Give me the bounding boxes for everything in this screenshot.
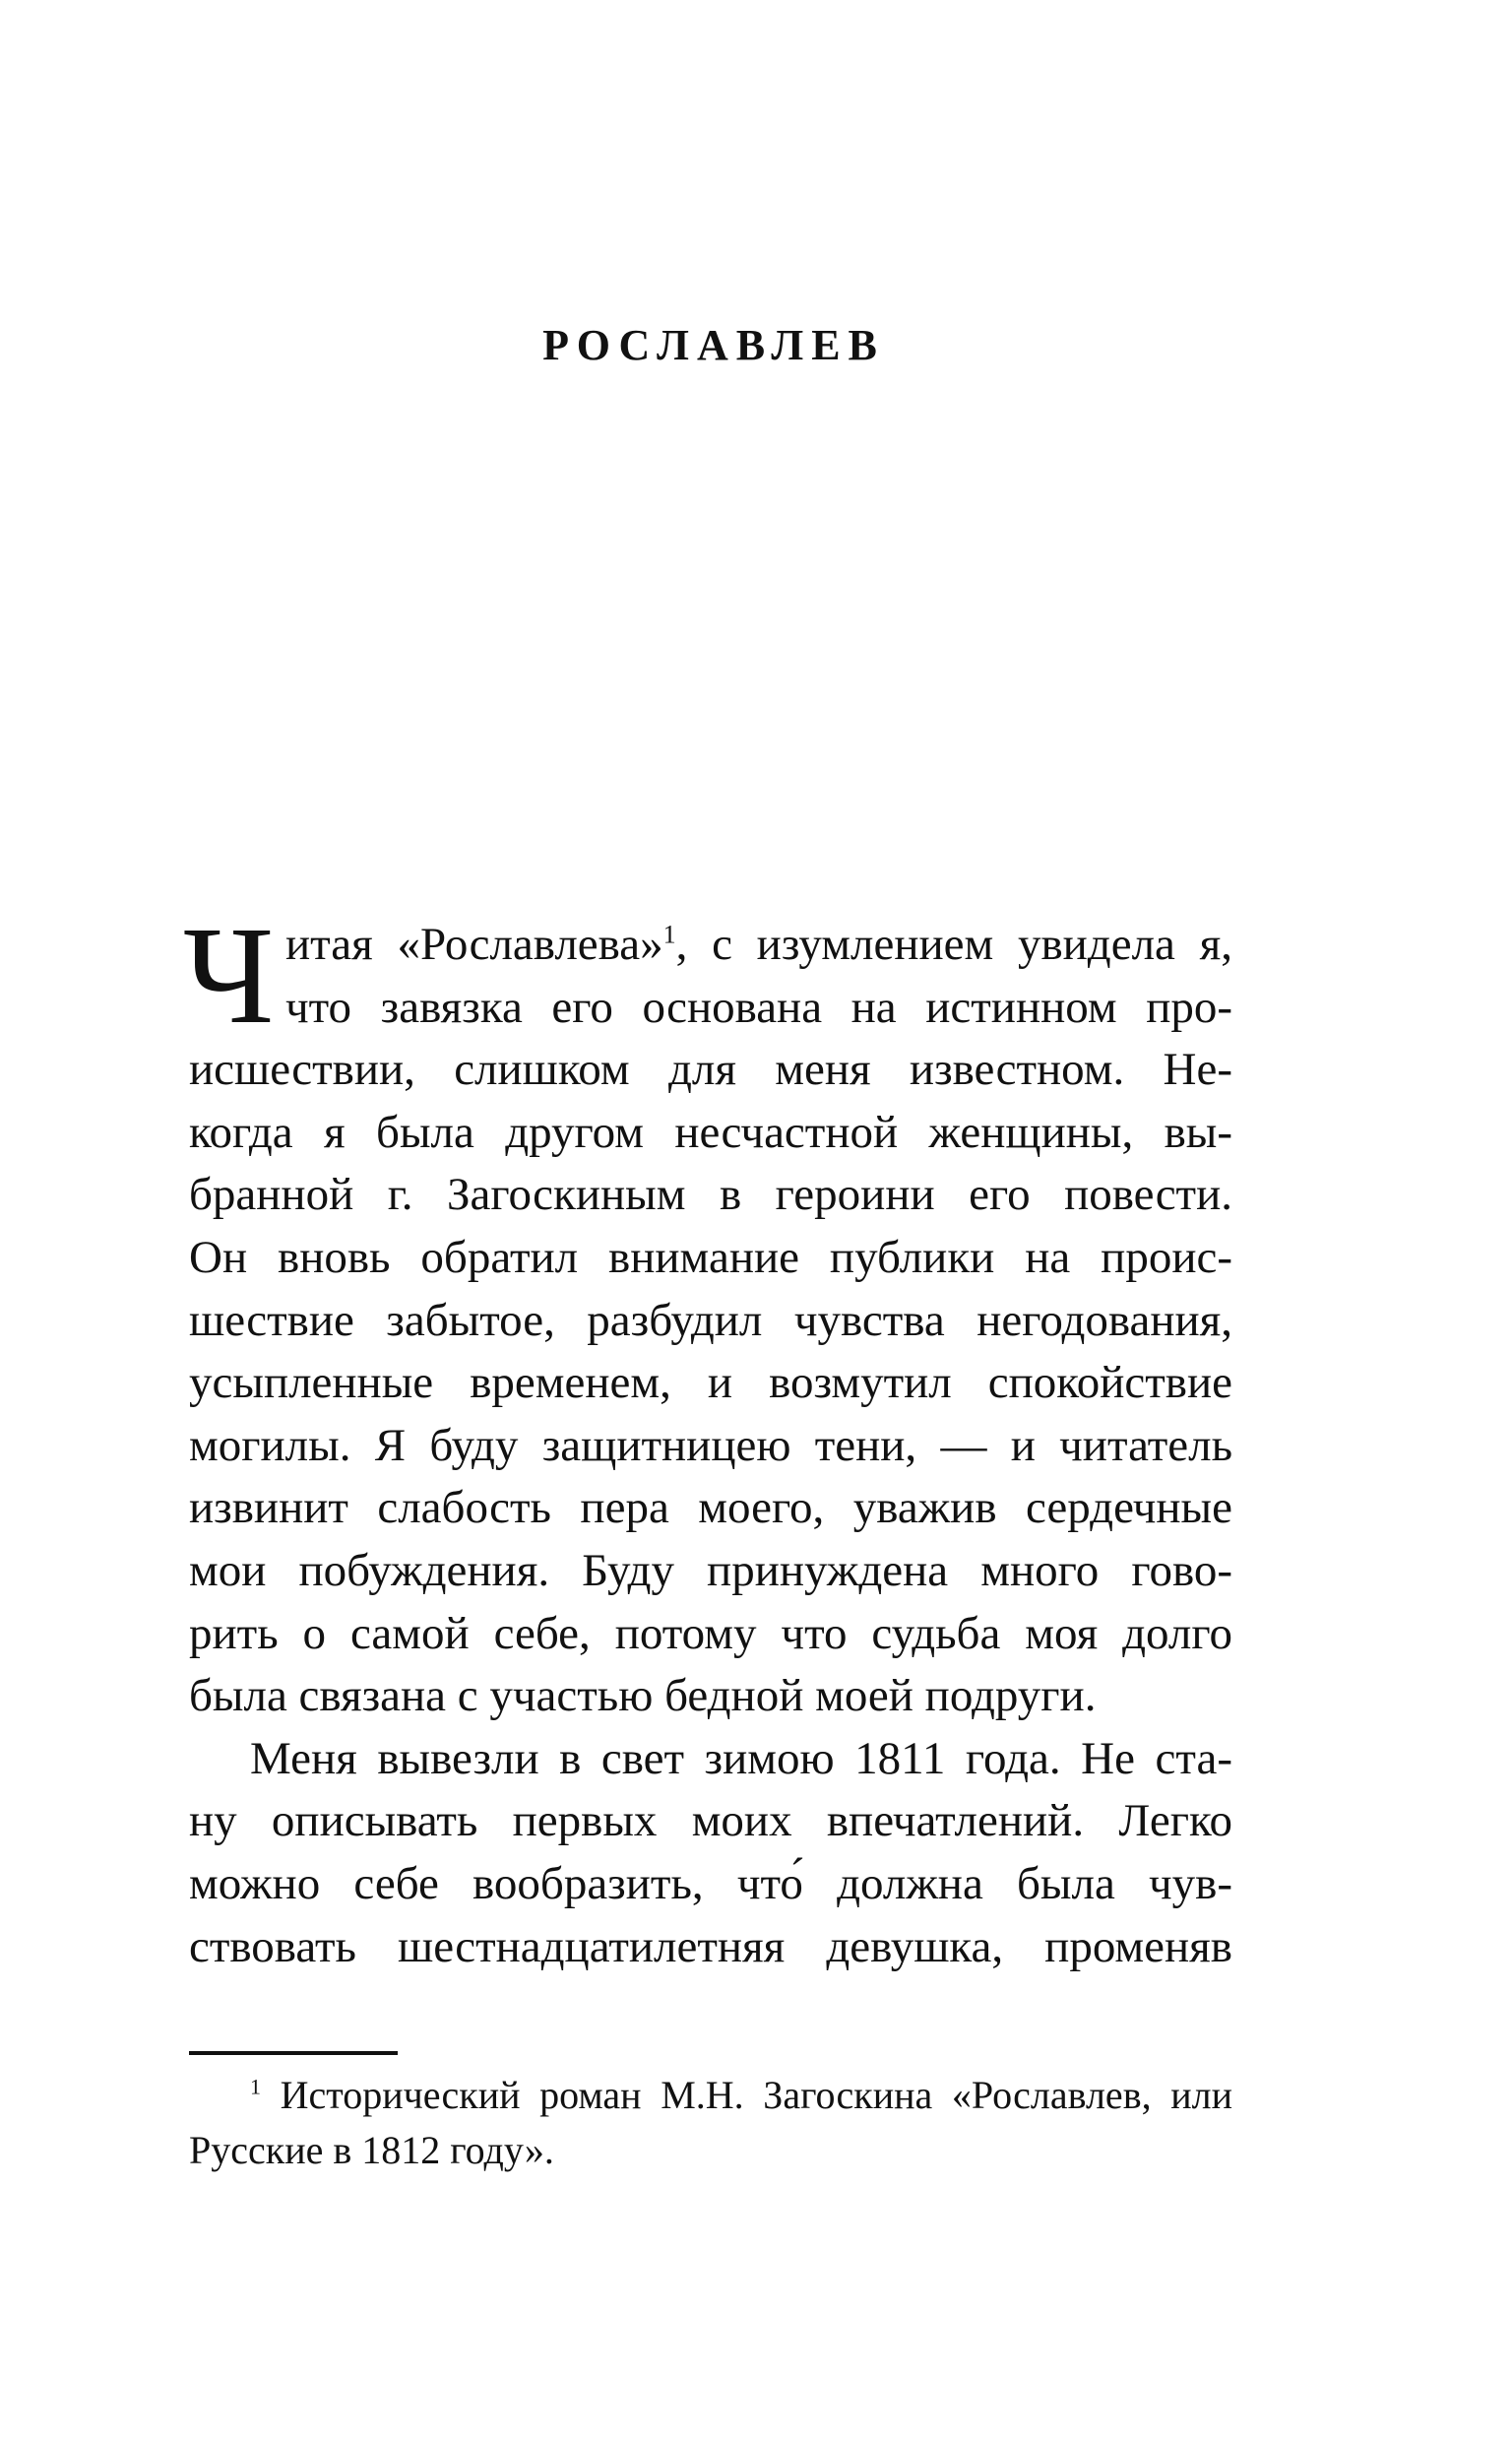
main-text bbox=[183, 897, 1232, 1978]
drop-cap: Ч bbox=[183, 897, 275, 1053]
footnote-ref[interactable]: 1 bbox=[662, 920, 676, 949]
text-line: Меня вывезли в свет зимою 1811 года. Не ста- bbox=[250, 1732, 1232, 1784]
text-line: извинит слабость пера моего, уважив сердечные bbox=[189, 1482, 1232, 1534]
text-line: ну описывать первых моих впечатлений. Легко bbox=[189, 1795, 1232, 1847]
footnote-line: Русские в 1812 году». bbox=[189, 2128, 554, 2172]
text-line: Он вновь обратил внимание публики на проис- bbox=[189, 1231, 1232, 1283]
chapter-title: РОСЛАВЛЕВ bbox=[542, 321, 885, 369]
text-line: ствовать шестнадцатилетняя девушка, променяв bbox=[189, 1920, 1232, 1972]
text-line: итая «Рославлева»$^1$, с изумлением увидела я, bbox=[285, 919, 1232, 970]
text-line: мои побуждения. Буду принуждена много гово- bbox=[189, 1544, 1232, 1596]
footnote-divider bbox=[189, 2051, 398, 2055]
text-line: усыпленные временем, и возмутил спокойствие bbox=[189, 1357, 1232, 1409]
text-line: что завязка его основана на истинном про- bbox=[285, 981, 1232, 1033]
text-line: можно себе вообразить, что́ должна была чув- bbox=[189, 1857, 1232, 1909]
footnote-line: $^1$ Исторический роман М.Н. Загоскина «Рославлев, или bbox=[250, 2073, 1232, 2117]
text-line: могилы. Я буду защитницею тени, — и читатель bbox=[189, 1419, 1232, 1471]
text-line: рить о самой себе, потому что судьба моя долго bbox=[189, 1607, 1232, 1659]
text-line: шествие забытое, разбудил чувства негодования, bbox=[189, 1294, 1232, 1346]
footnote bbox=[189, 2068, 1232, 2178]
footnote-marker: 1 bbox=[250, 2074, 261, 2099]
text-line: была связана с участью бедной моей подруги. bbox=[189, 1670, 1097, 1722]
text-line: исшествии, слишком для меня известном. Не- bbox=[189, 1044, 1232, 1096]
paragraph-1 bbox=[189, 914, 1232, 1728]
paragraph-2 bbox=[189, 1728, 1232, 1978]
text-line: когда я была другом несчастной женщины, вы- bbox=[189, 1106, 1232, 1158]
text-line: бранной г. Загоскиным в героини его повести. bbox=[189, 1169, 1232, 1221]
